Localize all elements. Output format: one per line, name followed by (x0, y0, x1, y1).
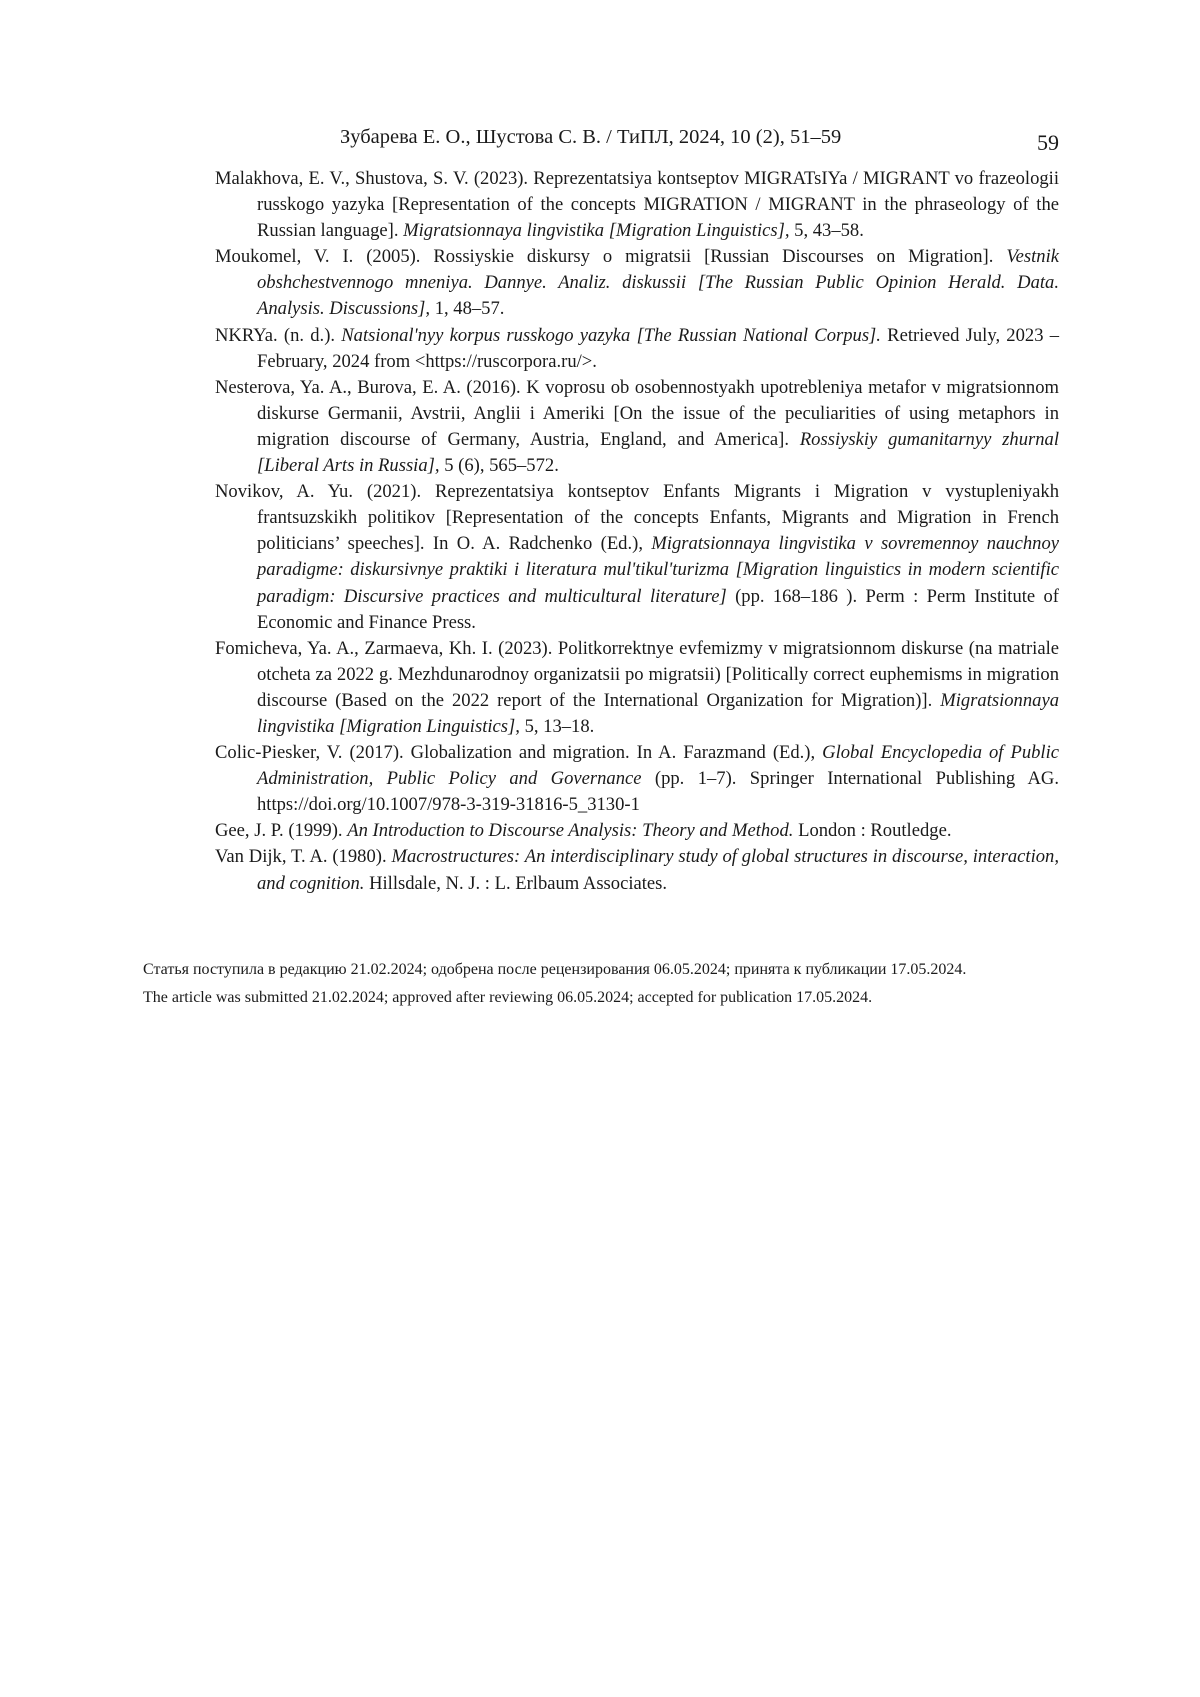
submission-dates (143, 956, 1083, 1012)
reference-text: Van Dijk, T. A. (1980). (215, 846, 392, 868)
reference-entry-colic-piesker (215, 740, 1059, 818)
reference-source-title: An Introduction to Discourse Analysis: Theory and Method. (347, 820, 794, 842)
reference-entry-malakhova (215, 166, 1059, 244)
reference-text: Fomicheva, Ya. A., Zarmaeva, Kh. I. (2023). Politkorrektnye evfemizmy v migratsionnom diskurse (na matriale otcheta za 2022 g. Mezhdunarodnoy organizatsii po migratsii) [Politically correct euphemisms in migration discourse (Based on the 2022 report of the International Organization for Migration)]. (215, 637, 1059, 711)
reference-details: Retrieved July, 2023 – February, 2024 from <https://ruscorpora.ru/>. (257, 324, 1059, 372)
submission-dates-ru: Статья поступила в редакцию 21.02.2024; одобрена после рецензирования 06.05.2024; принята к публикации 17.05.2024. (143, 961, 967, 978)
reference-details: 5, 43–58. (789, 220, 864, 242)
reference-entry-fomicheva (215, 636, 1059, 740)
reference-source-title: Migratsionnaya lingvistika v sovremennoy nauchnoy paradigme: diskursivnye praktiki i literatura mul'tikul'turizma [Migration linguistics in modern scientific paradigm: Discursive practices and multicultural literature] (257, 533, 1060, 607)
reference-source-title: Vestnik obshchestvennogo mneniya. Dannye. Analiz. diskussii [The Russian Public Opinion Herald. Data. Analysis. Discussions], (257, 246, 1059, 320)
reference-entry-gee (215, 818, 1059, 844)
running-head: Зубарева Е. О., Шустова С. В. / ТиПЛ, 2024, 10 (2), 51–59 (340, 126, 842, 148)
reference-entry-nkrya (215, 323, 1059, 375)
reference-source-title: Natsional'nyy korpus russkogo yazyka [The Russian National Corpus]. (341, 324, 881, 346)
reference-source-title: Rossiyskiy gumanitarnyy zhurnal [Liberal Arts in Russia], (257, 428, 1060, 477)
reference-text: Malakhova, E. V., Shustova, S. V. (2023). Reprezentatsiya kontseptov MIGRATsIYa / MIGRANT vo frazeologii russkogo yazyka [Representation of the concepts MIGRATION / MIGRANT in the phraseology of the Russian language]. (215, 168, 1059, 242)
reference-details: 5, 13–18. (519, 715, 595, 737)
reference-list (215, 166, 1059, 897)
reference-source-title: Migratsionnaya lingvistika [Migration Linguistics], (257, 689, 1059, 737)
reference-details: Hillsdale, N. J. : L. Erlbaum Associates. (364, 872, 668, 894)
reference-source-title: Migratsionnaya lingvistika [Migration Linguistics], (403, 220, 790, 242)
reference-source-title: Global Encyclopedia of Public Administration, Public Policy and Governance (257, 742, 1059, 790)
reference-entry-nesterova (215, 375, 1059, 479)
reference-text: Novikov, A. Yu. (2021). Reprezentatsiya kontseptov Enfants Migrants i Migration v vystupleniyakh frantsuzskikh politikov [Representation of the concepts Enfants, Migrants and Migration in French politicians’ speeches]. In O. A. Radchenko (Ed.), (215, 481, 1059, 555)
reference-details: (pp. 168–186 ). Perm : Perm Institute of Economic and Finance Press. (257, 585, 1059, 633)
page-number: 59 (1037, 130, 1059, 155)
reference-source-title: Macrostructures: An interdisciplinary study of global structures in discourse, interaction, and cognition. (257, 846, 1059, 894)
reference-text: NKRYa. (n. d.). (215, 324, 342, 346)
reference-text: Nesterova, Ya. A., Burova, E. A. (2016). K voprosu ob osobennostyakh upotrebleniya metafor v migratsionnom diskurse Germanii, Avstrii, Anglii i Ameriki [On the issue of the peculiarities of using metaphors in migration discourse of Germany, Austria, England, and America]. (215, 376, 1059, 450)
reference-entry-novikov (215, 479, 1059, 636)
submission-dates-en: The article was submitted 21.02.2024; approved after reviewing 06.05.2024; accepted for publication 17.05.2024. (143, 989, 873, 1006)
reference-details: London : Routledge. (793, 820, 952, 842)
reference-details: 5 (6), 565–572. (439, 455, 559, 477)
reference-text: Colic-Piesker, V. (2017). Globalization and migration. In A. Farazmand (Ed.), (215, 742, 823, 764)
reference-entry-van-dijk (215, 844, 1059, 896)
reference-text: Gee, J. P. (1999). (215, 820, 348, 842)
reference-details: (pp. 1–7). Springer International Publishing AG. https://doi.org/10.1007/978-3-319-31816-5_3130-1 (257, 768, 1059, 816)
reference-text: Moukomel, V. I. (2005). Rossiyskie diskursy o migratsii [Russian Discourses on Migration]. (215, 246, 1007, 268)
reference-entry-moukomel (215, 244, 1059, 322)
reference-details: 1, 48–57. (430, 298, 505, 320)
